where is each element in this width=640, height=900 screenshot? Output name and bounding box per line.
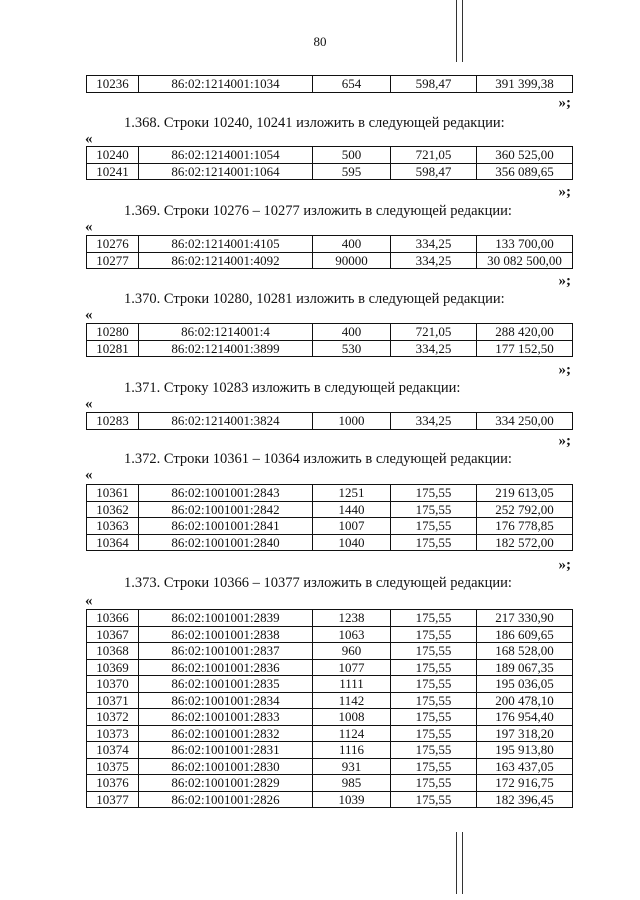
table-row xyxy=(87,518,573,535)
table-row xyxy=(87,236,573,253)
cell-area: 90000 xyxy=(313,252,391,269)
cell-amount: 252 792,00 xyxy=(477,501,573,518)
table-row xyxy=(87,709,573,726)
table-row xyxy=(87,413,573,430)
table-block-0 xyxy=(86,75,573,93)
cell-rate: 175,55 xyxy=(391,692,477,709)
closing-quote: »; xyxy=(558,362,571,378)
cell-cadastral-number: 86:02:1001001:2835 xyxy=(139,676,313,693)
table-row xyxy=(87,775,573,792)
cell-amount: 176 778,85 xyxy=(477,518,573,535)
cell-amount: 30 082 500,00 xyxy=(477,252,573,269)
cell-row-number: 10377 xyxy=(87,791,139,808)
cell-area: 654 xyxy=(313,76,391,93)
cell-amount: 195 913,80 xyxy=(477,742,573,759)
cell-row-number: 10369 xyxy=(87,659,139,676)
cell-area: 1077 xyxy=(313,659,391,676)
cell-row-number: 10281 xyxy=(87,340,139,357)
cell-row-number: 10280 xyxy=(87,324,139,341)
cell-cadastral-number: 86:02:1214001:1064 xyxy=(139,163,313,180)
cell-rate: 175,55 xyxy=(391,610,477,627)
scan-line xyxy=(462,832,463,894)
table-row xyxy=(87,626,573,643)
cell-area: 1040 xyxy=(313,534,391,551)
cell-row-number: 10363 xyxy=(87,518,139,535)
cell-cadastral-number: 86:02:1001001:2838 xyxy=(139,626,313,643)
cell-cadastral-number: 86:02:1001001:2840 xyxy=(139,534,313,551)
cell-rate: 175,55 xyxy=(391,534,477,551)
cell-cadastral-number: 86:02:1001001:2831 xyxy=(139,742,313,759)
table-block-5 xyxy=(86,484,573,551)
cell-rate: 175,55 xyxy=(391,725,477,742)
cell-cadastral-number: 86:02:1001001:2832 xyxy=(139,725,313,742)
cell-cadastral-number: 86:02:1001001:2842 xyxy=(139,501,313,518)
table-row xyxy=(87,340,573,357)
cell-cadastral-number: 86:02:1001001:2834 xyxy=(139,692,313,709)
table-row xyxy=(87,725,573,742)
table-row xyxy=(87,659,573,676)
cell-amount: 334 250,00 xyxy=(477,413,573,430)
cell-area: 1142 xyxy=(313,692,391,709)
table-row xyxy=(87,147,573,164)
cell-rate: 334,25 xyxy=(391,340,477,357)
cell-amount: 186 609,65 xyxy=(477,626,573,643)
cell-area: 960 xyxy=(313,643,391,660)
cell-row-number: 10236 xyxy=(87,76,139,93)
scan-line xyxy=(456,832,457,894)
closing-quote: »; xyxy=(558,433,571,449)
table-row xyxy=(87,76,573,93)
table-row xyxy=(87,252,573,269)
cell-row-number: 10376 xyxy=(87,775,139,792)
table-row xyxy=(87,791,573,808)
cell-amount: 163 437,05 xyxy=(477,758,573,775)
cell-cadastral-number: 86:02:1001001:2837 xyxy=(139,643,313,660)
cell-rate: 598,47 xyxy=(391,76,477,93)
cell-amount: 356 089,65 xyxy=(477,163,573,180)
cell-amount: 391 399,38 xyxy=(477,76,573,93)
section-heading: 1.370. Строки 10280, 10281 изложить в следующей редакции: xyxy=(124,291,505,307)
cell-area: 595 xyxy=(313,163,391,180)
cell-rate: 175,55 xyxy=(391,659,477,676)
cell-area: 400 xyxy=(313,324,391,341)
cell-rate: 175,55 xyxy=(391,775,477,792)
cell-area: 1007 xyxy=(313,518,391,535)
cell-rate: 598,47 xyxy=(391,163,477,180)
cell-cadastral-number: 86:02:1001001:2843 xyxy=(139,485,313,502)
cell-cadastral-number: 86:02:1001001:2836 xyxy=(139,659,313,676)
cell-rate: 334,25 xyxy=(391,413,477,430)
table-row xyxy=(87,758,573,775)
cell-amount: 200 478,10 xyxy=(477,692,573,709)
cell-area: 1063 xyxy=(313,626,391,643)
cell-cadastral-number: 86:02:1001001:2829 xyxy=(139,775,313,792)
cell-cadastral-number: 86:02:1001001:2833 xyxy=(139,709,313,726)
cell-row-number: 10375 xyxy=(87,758,139,775)
cell-rate: 175,55 xyxy=(391,742,477,759)
cell-rate: 175,55 xyxy=(391,758,477,775)
cell-cadastral-number: 86:02:1214001:4 xyxy=(139,324,313,341)
table-block-1 xyxy=(86,146,573,180)
table-block-4 xyxy=(86,412,573,430)
cell-rate: 334,25 xyxy=(391,236,477,253)
cell-cadastral-number: 86:02:1001001:2841 xyxy=(139,518,313,535)
table-row xyxy=(87,643,573,660)
table-row xyxy=(87,501,573,518)
table-block-6 xyxy=(86,609,573,808)
cell-amount: 360 525,00 xyxy=(477,147,573,164)
closing-quote: »; xyxy=(558,184,571,200)
cell-area: 530 xyxy=(313,340,391,357)
cell-rate: 175,55 xyxy=(391,791,477,808)
cell-row-number: 10366 xyxy=(87,610,139,627)
cell-amount: 182 396,45 xyxy=(477,791,573,808)
table-row xyxy=(87,163,573,180)
cell-cadastral-number: 86:02:1001001:2830 xyxy=(139,758,313,775)
cell-cadastral-number: 86:02:1214001:4092 xyxy=(139,252,313,269)
table-row xyxy=(87,676,573,693)
opening-quote: « xyxy=(85,593,93,609)
table-row xyxy=(87,610,573,627)
cell-area: 1008 xyxy=(313,709,391,726)
cell-rate: 175,55 xyxy=(391,501,477,518)
cell-row-number: 10372 xyxy=(87,709,139,726)
cell-row-number: 10361 xyxy=(87,485,139,502)
cell-area: 1238 xyxy=(313,610,391,627)
cell-area: 500 xyxy=(313,147,391,164)
closing-quote: »; xyxy=(558,273,571,289)
cell-area: 1440 xyxy=(313,501,391,518)
closing-quote: »; xyxy=(558,557,571,573)
cell-cadastral-number: 86:02:1001001:2826 xyxy=(139,791,313,808)
cell-amount: 177 152,50 xyxy=(477,340,573,357)
cell-cadastral-number: 86:02:1214001:4105 xyxy=(139,236,313,253)
cell-row-number: 10370 xyxy=(87,676,139,693)
cell-rate: 175,55 xyxy=(391,643,477,660)
section-heading: 1.373. Строки 10366 – 10377 изложить в следующей редакции: xyxy=(124,575,512,591)
cell-area: 1251 xyxy=(313,485,391,502)
cell-row-number: 10283 xyxy=(87,413,139,430)
cell-row-number: 10367 xyxy=(87,626,139,643)
cell-area: 400 xyxy=(313,236,391,253)
cell-rate: 334,25 xyxy=(391,252,477,269)
cell-area: 1111 xyxy=(313,676,391,693)
cell-amount: 217 330,90 xyxy=(477,610,573,627)
table-row xyxy=(87,324,573,341)
section-heading: 1.369. Строки 10276 – 10277 изложить в следующей редакции: xyxy=(124,203,512,219)
cell-cadastral-number: 86:02:1214001:3899 xyxy=(139,340,313,357)
opening-quote: « xyxy=(85,219,93,235)
table-row xyxy=(87,742,573,759)
cell-amount: 168 528,00 xyxy=(477,643,573,660)
opening-quote: « xyxy=(85,396,93,412)
opening-quote: « xyxy=(85,467,93,483)
cell-amount: 288 420,00 xyxy=(477,324,573,341)
cell-rate: 175,55 xyxy=(391,485,477,502)
cell-row-number: 10240 xyxy=(87,147,139,164)
cell-amount: 219 613,05 xyxy=(477,485,573,502)
cell-row-number: 10277 xyxy=(87,252,139,269)
cell-row-number: 10362 xyxy=(87,501,139,518)
cell-amount: 182 572,00 xyxy=(477,534,573,551)
cell-row-number: 10364 xyxy=(87,534,139,551)
section-heading: 1.372. Строки 10361 – 10364 изложить в следующей редакции: xyxy=(124,451,512,467)
cell-area: 931 xyxy=(313,758,391,775)
cell-area: 1039 xyxy=(313,791,391,808)
cell-row-number: 10373 xyxy=(87,725,139,742)
cell-cadastral-number: 86:02:1214001:1054 xyxy=(139,147,313,164)
cell-amount: 195 036,05 xyxy=(477,676,573,693)
opening-quote: « xyxy=(85,307,93,323)
opening-quote: « xyxy=(85,131,93,147)
cell-row-number: 10374 xyxy=(87,742,139,759)
cell-area: 1000 xyxy=(313,413,391,430)
cell-cadastral-number: 86:02:1214001:1034 xyxy=(139,76,313,93)
scan-line xyxy=(456,0,457,62)
closing-quote: »; xyxy=(558,95,571,111)
cell-rate: 175,55 xyxy=(391,518,477,535)
table-row xyxy=(87,692,573,709)
cell-row-number: 10276 xyxy=(87,236,139,253)
table-block-2 xyxy=(86,235,573,269)
cell-rate: 721,05 xyxy=(391,147,477,164)
cell-amount: 133 700,00 xyxy=(477,236,573,253)
cell-area: 1116 xyxy=(313,742,391,759)
page-number: 80 xyxy=(313,34,327,49)
cell-rate: 175,55 xyxy=(391,626,477,643)
cell-amount: 197 318,20 xyxy=(477,725,573,742)
section-heading: 1.371. Строку 10283 изложить в следующей редакции: xyxy=(124,380,461,396)
cell-amount: 176 954,40 xyxy=(477,709,573,726)
table-row xyxy=(87,534,573,551)
table-block-3 xyxy=(86,323,573,357)
cell-area: 985 xyxy=(313,775,391,792)
cell-cadastral-number: 86:02:1001001:2839 xyxy=(139,610,313,627)
cell-rate: 175,55 xyxy=(391,709,477,726)
cell-rate: 721,05 xyxy=(391,324,477,341)
cell-row-number: 10371 xyxy=(87,692,139,709)
table-row xyxy=(87,485,573,502)
cell-rate: 175,55 xyxy=(391,676,477,693)
cell-area: 1124 xyxy=(313,725,391,742)
scan-line xyxy=(462,0,463,62)
cell-row-number: 10241 xyxy=(87,163,139,180)
cell-row-number: 10368 xyxy=(87,643,139,660)
cell-amount: 172 916,75 xyxy=(477,775,573,792)
section-heading: 1.368. Строки 10240, 10241 изложить в следующей редакции: xyxy=(124,115,505,131)
cell-amount: 189 067,35 xyxy=(477,659,573,676)
cell-cadastral-number: 86:02:1214001:3824 xyxy=(139,413,313,430)
